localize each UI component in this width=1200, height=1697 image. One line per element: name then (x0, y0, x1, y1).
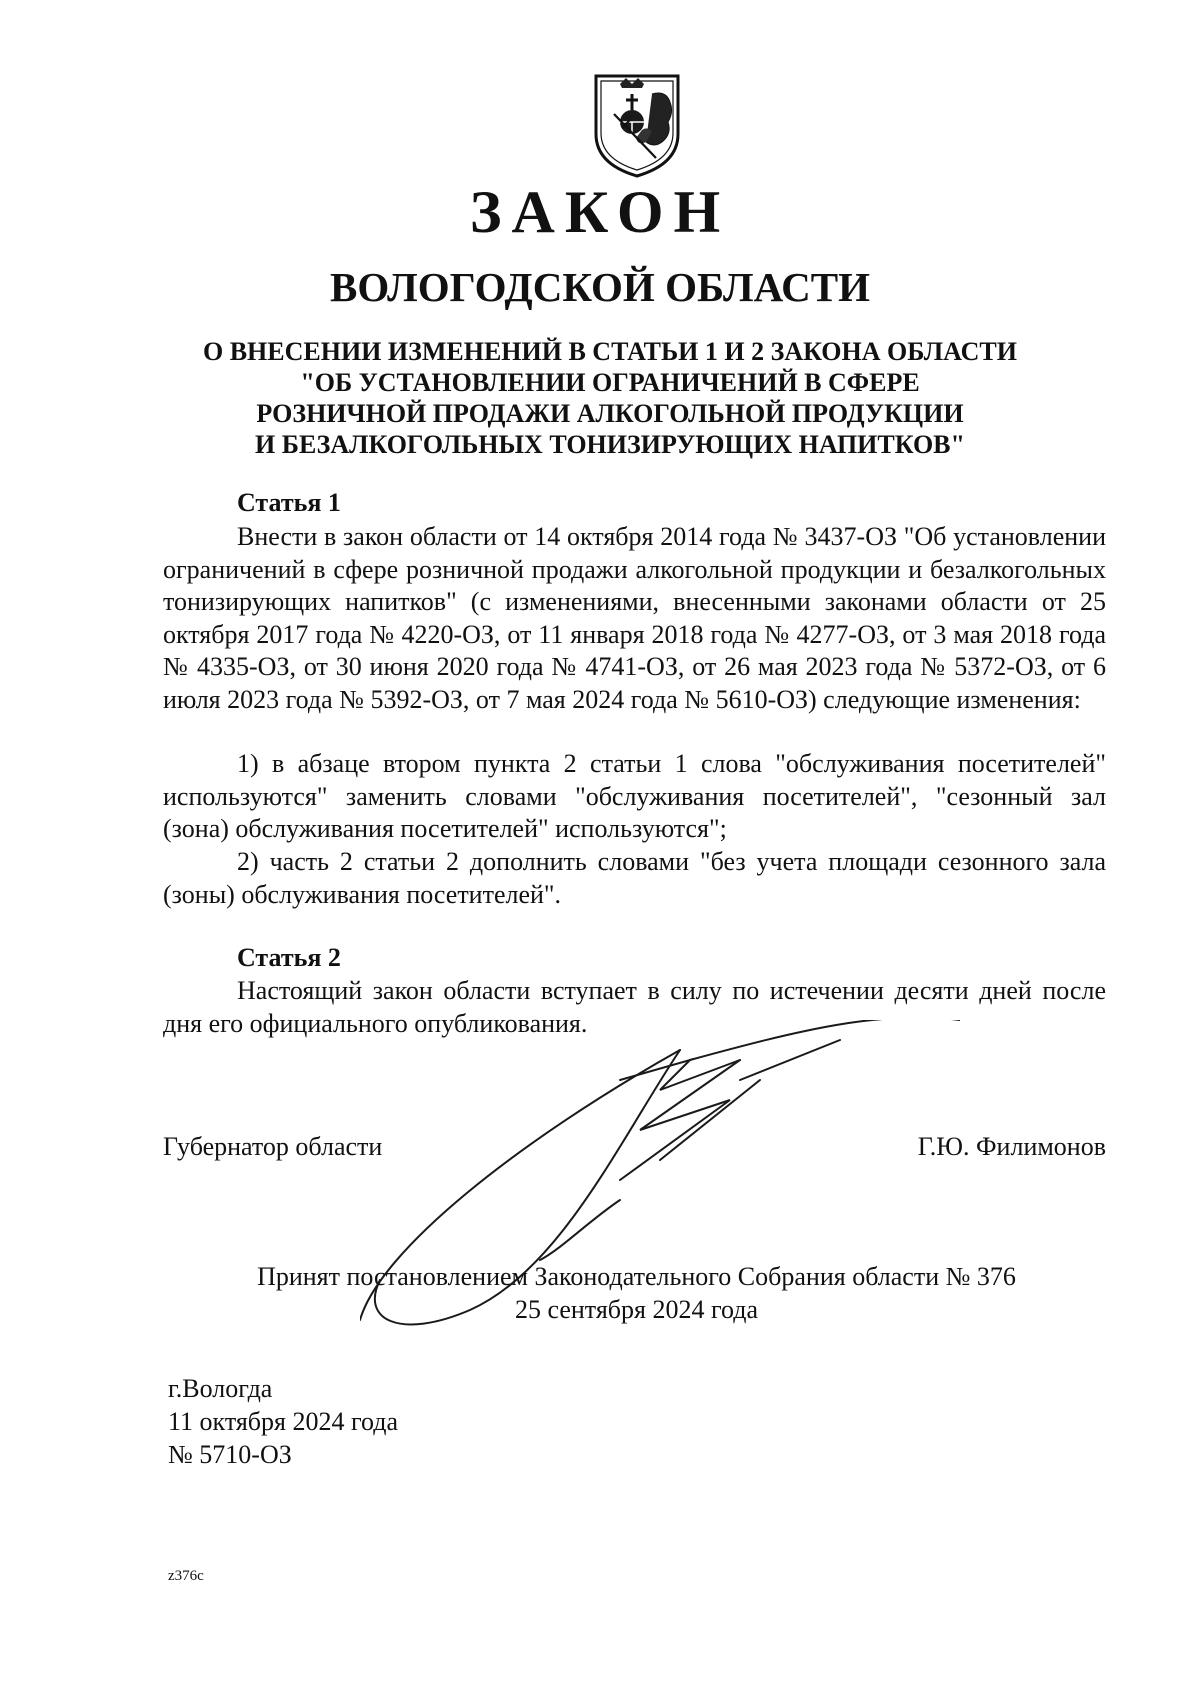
article-2-title: Статья 2 (237, 943, 341, 972)
heading-line: РОЗНИЧНОЙ ПРОДАЖИ АЛКОГОЛЬНОЙ ПРОДУКЦИИ (256, 399, 964, 428)
adoption-note (0, 1260, 1200, 1326)
footer-date: 11 октября 2024 года (168, 1407, 399, 1436)
article-1-paragraph-3: 2) часть 2 статьи 2 дополнить словами "без учета площади сезонного зала (зоны) обслуживания посетителей". (163, 847, 1106, 909)
signer-position: Губернатор области (163, 1132, 383, 1161)
article-1-title: Статья 1 (237, 488, 341, 517)
heading-line: И БЕЗАЛКОГОЛЬНЫХ ТОНИЗИРУЮЩИХ НАПИТКОВ" (255, 430, 965, 459)
article-2-paragraph-1: Настоящий закон области вступает в силу по истечении десяти дней после дня его официального опубликования. (163, 976, 1106, 1038)
footer-details (168, 1372, 398, 1471)
footer-city: г.Вологда (168, 1374, 273, 1403)
law-title: ЗАКОН (469, 179, 731, 245)
document-code: z376c (168, 1568, 204, 1584)
heading-line: О ВНЕСЕНИИ ИЗМЕНЕНИЙ В СТАТЬИ 1 И 2 ЗАКОНА ОБЛАСТИ (202, 337, 1017, 366)
law-region: ВОЛОГОДСКОЙ ОБЛАСТИ (329, 264, 871, 310)
adoption-date: 25 сентября 2024 года (514, 1295, 758, 1324)
signature-block (163, 1132, 1106, 1162)
footer-number: № 5710-ОЗ (168, 1440, 292, 1469)
article-1-paragraph-1: Внести в закон области от 14 октября 2014 года № 3437-ОЗ "Об установлении ограничений в сфере розничной продажи алкогольной продукции и безалкогольных тонизирующих напитков" (с изменениями, внесенными законами области от 25 октября 2017 года № 4220-ОЗ, от 11 января 2018 года № 4277-ОЗ, от 3 мая 2018 года № 4335-ОЗ, от 30 июня 2020 года № 4741-ОЗ, от 26 мая 2023 года № 5372-ОЗ, от 6 июля 2023 года № 5392-ОЗ, от 7 мая 2024 года № 5610-ОЗ) следующие изменения: (163, 522, 1106, 714)
law-heading (160, 336, 1060, 460)
signer-name: Г.Ю. Филимонов (917, 1132, 1106, 1161)
article-1-paragraph-2: 1) в абзаце втором пункта 2 статьи 1 слова "обслуживания посетителей" используются" заменить словами "обслуживания посетителей", "сезонный зал (зона) обслуживания посетителей" используются"; (163, 749, 1106, 843)
coat-of-arms-icon (592, 72, 682, 180)
heading-line: "ОБ УСТАНОВЛЕНИИ ОГРАНИЧЕНИЙ В СФЕРЕ (300, 368, 920, 397)
adoption-line: Принят постановлением Законодательного Собрания области № 376 (257, 1262, 1016, 1291)
